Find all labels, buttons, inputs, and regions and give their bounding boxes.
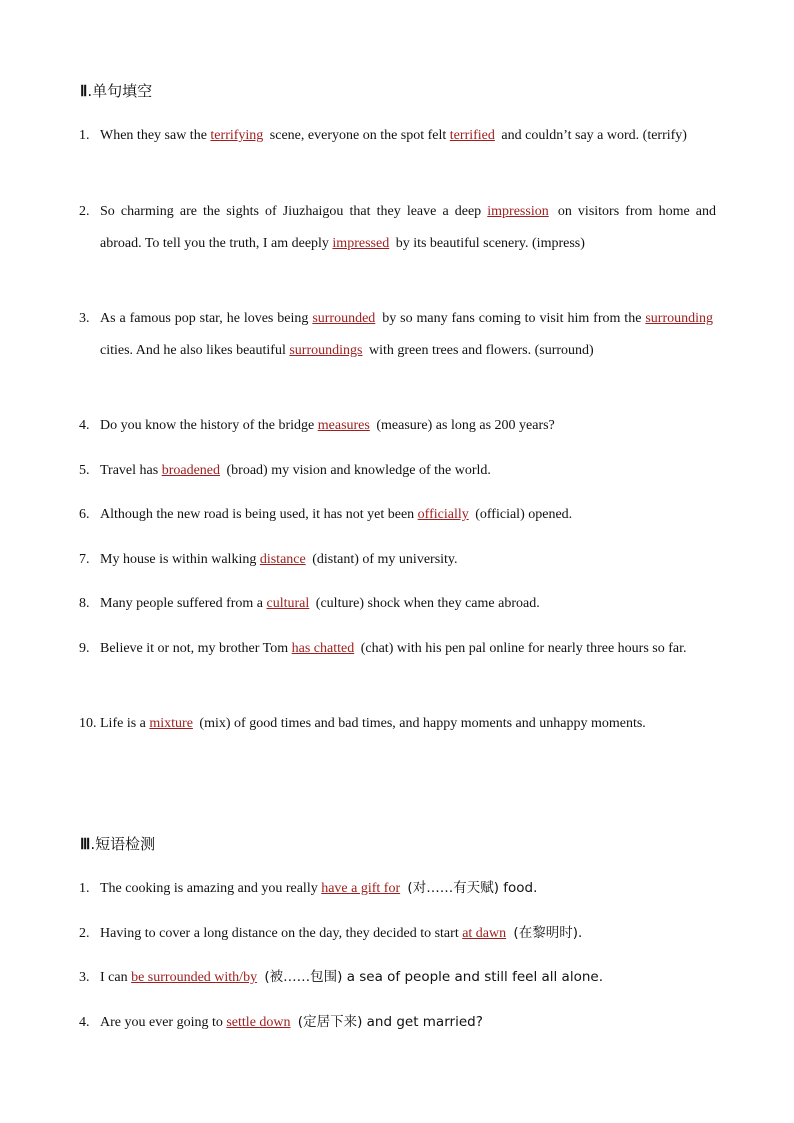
item-number: 4.	[79, 1015, 90, 1030]
item-number: 5.	[79, 463, 90, 478]
item-number: 8.	[79, 596, 90, 611]
s3-item-3	[79, 962, 719, 994]
s2-item-5	[79, 455, 719, 487]
answer: surrounding	[645, 311, 713, 326]
item-number: 10.	[79, 716, 97, 731]
answer: be surrounded with/by	[131, 970, 258, 985]
answer: settle down	[226, 1015, 291, 1030]
item-text: Although the new road is being used, it has not yet been officially (official) opened.	[100, 507, 573, 522]
answer: impression	[487, 204, 549, 219]
item-number: 7.	[79, 552, 90, 567]
answer: mixture	[149, 716, 193, 731]
section-2-title	[80, 80, 152, 101]
s3-item-1	[79, 873, 719, 905]
s2-item-1	[79, 120, 719, 152]
s2-item-6	[79, 499, 719, 531]
s2-item-3	[79, 303, 719, 366]
answer: terrifying	[210, 128, 264, 143]
item-text: Many people suffered from a cultural (culture) shock when they came abroad.	[100, 596, 540, 611]
section-3-roman: Ⅲ	[80, 837, 91, 853]
answer: terrified	[449, 128, 495, 143]
answer: at dawn	[462, 926, 507, 941]
section-3-title	[80, 833, 155, 854]
item-number: 6.	[79, 507, 90, 522]
answer: surroundings	[289, 342, 363, 358]
s2-item-2	[79, 196, 719, 259]
item-text: So charming are the sights of Jiuzhaigou that they leave a deep impression on visitors from home and abroad. To tell you the truth, I am deeply impressed by its beautiful scenery. (impress)	[100, 204, 716, 251]
answer: impressed	[332, 235, 390, 251]
item-number: 4.	[79, 418, 90, 433]
answer: has chatted	[291, 641, 355, 656]
s3-item-4	[79, 1007, 719, 1039]
answer: broadened	[161, 463, 221, 478]
item-number: 3.	[79, 970, 90, 985]
item-text: Do you know the history of the bridge measures (measure) as long as 200 years?	[100, 418, 555, 433]
answer: surrounded	[312, 311, 376, 326]
item-text: Are you ever going to settle down (定居下来) and get married?	[100, 1014, 483, 1030]
item-number: 1.	[79, 128, 90, 143]
answer: cultural	[266, 596, 310, 611]
item-number: 2.	[79, 926, 90, 941]
answer: distance	[259, 552, 306, 567]
s2-item-10	[79, 708, 719, 740]
item-text: My house is within walking distance (distant) of my university.	[100, 552, 458, 567]
section-2-roman: Ⅱ	[80, 84, 88, 100]
item-number: 9.	[79, 641, 90, 656]
item-number: 1.	[79, 881, 90, 896]
item-number: 3.	[79, 311, 90, 326]
s2-item-7	[79, 544, 719, 576]
item-text: Life is a mixture (mix) of good times and bad times, and happy moments and unhappy moments.	[100, 716, 646, 731]
s2-item-4	[79, 410, 719, 442]
item-text: Having to cover a long distance on the day, they decided to start at dawn (在黎明时).	[100, 925, 583, 941]
item-text: I can be surrounded with/by (被……包围) a sea of people and still feel all alone.	[100, 969, 603, 985]
answer: have a gift for	[321, 881, 401, 896]
item-text: Travel has broadened (broad) my vision and knowledge of the world.	[100, 463, 491, 478]
item-text: The cooking is amazing and you really have a gift for (对……有天赋) food.	[100, 880, 538, 896]
answer: measures	[317, 418, 370, 433]
s3-item-2	[79, 918, 719, 950]
section-2-heading: .单句填空	[87, 82, 153, 100]
s2-item-8	[79, 588, 719, 620]
item-number: 2.	[79, 204, 90, 219]
answer: officially	[417, 507, 469, 522]
item-text: Believe it or not, my brother Tom has chatted (chat) with his pen pal online for nearly three hours so far.	[100, 641, 687, 656]
s2-item-9	[79, 633, 719, 665]
item-text: When they saw the terrifying scene, everyone on the spot felt terrified and couldn’t say a word. (terrify)	[100, 128, 687, 143]
item-text: As a famous pop star, he loves being surrounded by so many fans coming to visit him from the surrounding cities. And he also likes beautiful surroundings with green trees and flowers. (surround)	[100, 303, 716, 366]
section-3-heading: .短语检测	[90, 835, 156, 853]
